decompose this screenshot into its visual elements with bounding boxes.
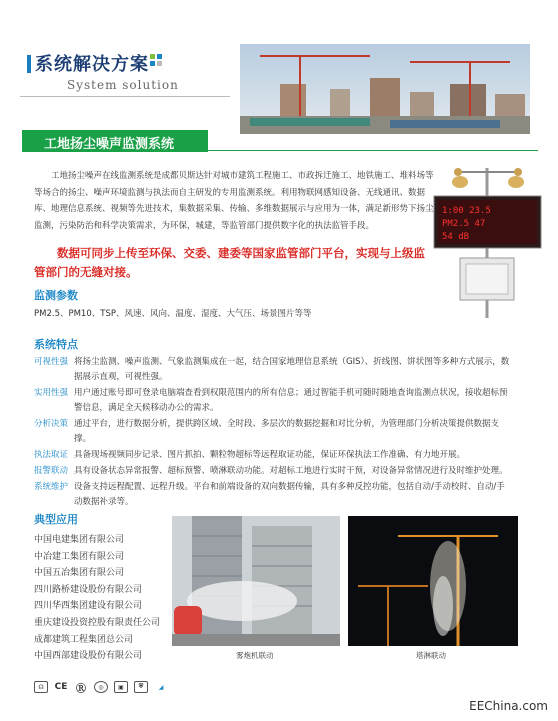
feature-text: 设备支持远程配置、远程升级。平台和前端设备的双向数据传输，具有多种反控功能，包括自动/手动校时、自动/手动数据补录等。 <box>74 482 505 507</box>
feature-label: 分析决策 <box>34 419 69 429</box>
list-item: 中国西部建设股份有限公司 <box>34 651 143 662</box>
construction-site-image <box>240 44 530 134</box>
params-heading: 监测参数 <box>34 289 78 302</box>
page-subtitle: System solution <box>67 78 179 92</box>
feature-row <box>34 355 512 385</box>
features-heading: 系统特点 <box>34 338 78 351</box>
header-divider <box>20 96 230 97</box>
feature-row <box>34 448 512 463</box>
registered-mark-icon: Ⓡ <box>76 683 86 695</box>
device-display-line2: PM2.5 47 <box>442 219 486 229</box>
page-title: 系统解决方案 <box>35 54 149 75</box>
cert-square-icon: ▣ <box>114 681 128 693</box>
feature-text: 通过平台，进行数据分析，提供跨区域、全时段、多层次的数据挖掘和对比分析，为管理部门分析决策提供数据支撑。 <box>74 419 500 444</box>
device-display-line3: 54 dB <box>442 232 470 242</box>
feature-label: 系统维护 <box>34 482 69 492</box>
fog-cannon-caption: 雾炮机联动 <box>236 651 274 660</box>
feature-text: 将扬尘监测、噪声监测、气象监测集成在一起，结合国家地理信息系统（GIS）、折线图、饼状图等多种方式展示，数据展示直观，可视性强。 <box>74 357 510 382</box>
feature-text: 具备现场视频同步记录、图片抓拍、颗粒物超标等远程取证功能，保证环保执法工作准确、有力地开展。 <box>74 450 466 460</box>
cert-arrow-icon: ◢ <box>158 683 164 691</box>
list-item: 中国五冶集团有限公司 <box>34 568 125 579</box>
feature-text: 用户通过账号即可登录电脑端查看到权限范围内的所有信息；通过智能手机可随时随地查询监测点状况，接收超标预警信息，满足全天候移动办公的需求。 <box>74 388 508 413</box>
feature-row <box>34 417 512 447</box>
highlight-text: 数据可同步上传至环保、交委、建委等国家监管部门平台，实现与上级监管部门的无缝对接。 <box>34 246 425 279</box>
list-item: 成都建筑工程集团总公司 <box>34 634 134 645</box>
list-item: 四川华西集团建设有限公司 <box>34 601 143 612</box>
tower-spray-caption: 塔淋联动 <box>416 651 446 660</box>
feature-row <box>34 386 512 416</box>
section-banner: 工地扬尘噪声监测系统 <box>22 130 208 152</box>
params-text: PM2.5、PM10、TSP、风速、风向、温度、湿度、大气压、场景图片等等 <box>34 309 312 319</box>
cert-shield-icon: ⛨ <box>134 681 148 693</box>
feature-row <box>34 480 512 510</box>
cert-circle-icon: ◎ <box>94 681 108 693</box>
intro-paragraph: 工地扬尘噪声在线监测系统是成都贝斯达针对城市建筑工程施工、市政拆迁施工、地铁施工、堆料场等等场合的扬尘、噪声环境监测与执法而自主研发的专用监测系统。利用物联网感知设备、无线通讯、数据库、地理信息系统、视频等先进技术，集数据采集、传输、多维数据展示与应用为一体，满足新形势下扬尘监测，污染防治和科学决策需求，为环保，城建，等监管部门提供数字化的执法监管手段。 <box>34 171 434 231</box>
list-item: 重庆建设投资控股有限责任公司 <box>34 617 161 628</box>
watermark-text: EEChina.com <box>469 699 548 713</box>
monitoring-device-image <box>430 158 545 318</box>
feature-label: 报警联动 <box>34 466 69 476</box>
cert-icons <box>34 681 168 693</box>
device-display-line1: 1:00 23.5 <box>442 206 491 216</box>
list-item: 中冶建工集团有限公司 <box>34 551 125 562</box>
feature-label: 可视性强 <box>34 357 69 367</box>
feature-label: 执法取证 <box>34 450 69 460</box>
features-list <box>34 355 512 511</box>
applications-heading: 典型应用 <box>34 513 78 526</box>
feature-row <box>34 464 512 479</box>
section-banner-line <box>208 150 538 151</box>
tower-spray-photo <box>348 516 518 646</box>
grid-logo-icon <box>150 54 164 68</box>
fog-cannon-photo <box>172 516 340 646</box>
cert-icon: ☊ <box>34 681 48 693</box>
company-list <box>34 532 160 665</box>
list-item: 四川路桥建设股份有限公司 <box>34 584 143 595</box>
ce-mark-icon: CE <box>54 682 68 692</box>
feature-label: 实用性强 <box>34 388 69 398</box>
feature-text: 具有设备状态异常报警、超标预警、喷淋联动功能。对超标工地进行实时干预，对设备异常情况进行及时维护处理。 <box>74 466 508 476</box>
list-item: 中国电建集团有限公司 <box>34 535 125 545</box>
